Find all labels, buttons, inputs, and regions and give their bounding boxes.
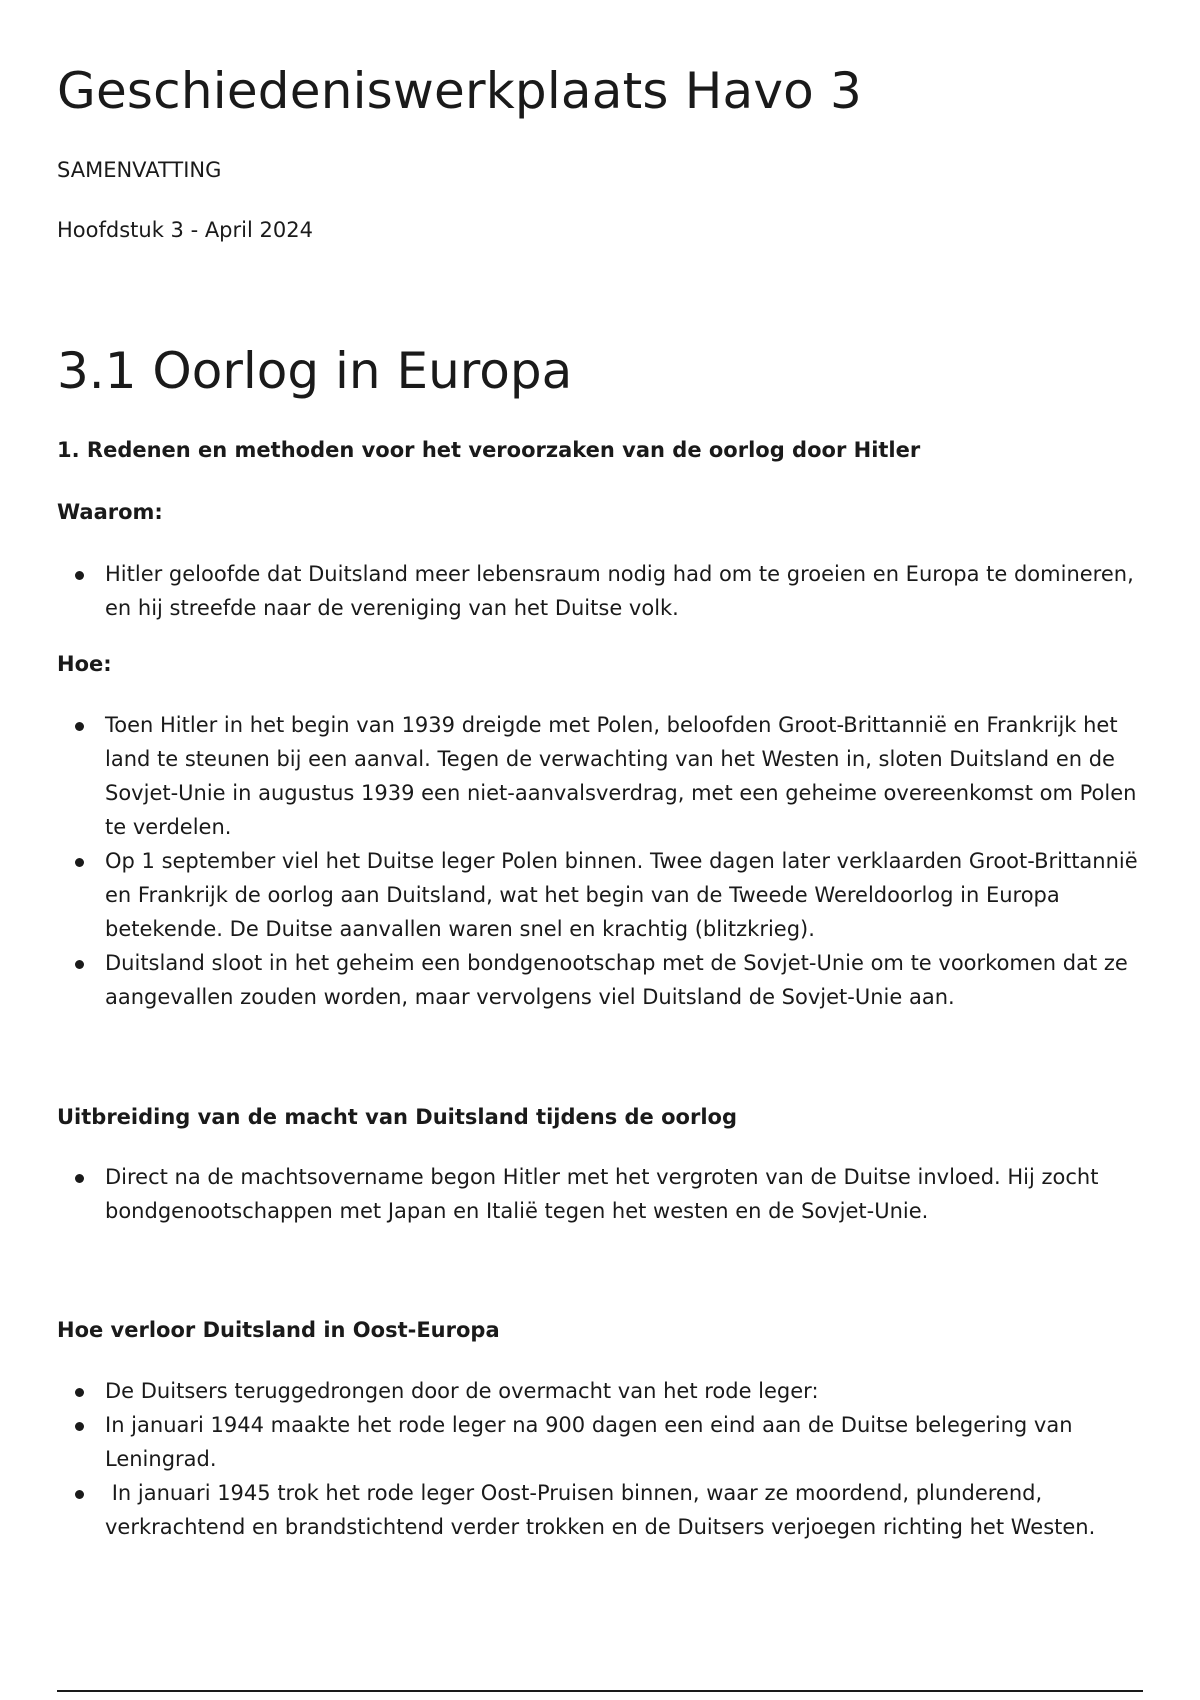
bullet-dot-icon	[75, 1422, 84, 1431]
chapter-date-line: Hoofdstuk 3 - April 2024	[57, 218, 313, 242]
list-item-text: Hitler geloofde dat Duitsland meer lebensraum nodig had om te groeien en Europa te domineren, en hij streefde naar de vereniging van het Duitse volk.	[105, 562, 1134, 620]
heading-reasons-methods: 1. Redenen en methoden voor het veroorzaken van de oorlog door Hitler	[57, 438, 921, 462]
heading-oost-europa: Hoe verloor Duitsland in Oost-Europa	[57, 1318, 500, 1342]
document-title: Geschiedeniswerkplaats Havo 3	[57, 62, 863, 120]
bullet-dot-icon	[75, 960, 84, 969]
waarom-list	[57, 557, 1143, 625]
list-item-text: Duitsland sloot in het geheim een bondgenootschap met de Sovjet-Unie om te voorkomen dat ze aangevallen zouden worden, maar vervolgens viel Duitsland de Sovjet-Unie aan.	[105, 951, 1128, 1009]
section-title: 3.1 Oorlog in Europa	[57, 342, 573, 400]
list-item	[57, 1476, 1143, 1544]
heading-uitbreiding: Uitbreiding van de macht van Duitsland tijdens de oorlog	[57, 1105, 737, 1129]
footer-divider	[57, 1690, 1143, 1692]
bullet-dot-icon	[75, 1490, 84, 1499]
hoe-list	[57, 708, 1143, 1014]
heading-waarom: Waarom:	[57, 500, 163, 524]
list-item	[57, 557, 1143, 625]
list-item	[57, 1160, 1143, 1228]
bullet-dot-icon	[75, 858, 84, 867]
bullet-dot-icon	[75, 1388, 84, 1397]
list-item-text: In januari 1945 trok het rode leger Oost-Pruisen binnen, waar ze moordend, plunderend, verkrachtend en brandstichtend verder trokken en de Duitsers verjoegen richting het Westen.	[105, 1481, 1096, 1539]
list-item-text: Toen Hitler in het begin van 1939 dreigde met Polen, beloofden Groot-Brittannië en Frankrijk het land te steunen bij een aanval. Tegen de verwachting van het Westen in, sloten Duitsland en de Sovjet-Unie in augustus 1939 een niet-aanvalsverdrag, met een geheime overeenkomst om Polen te verdelen.	[105, 713, 1137, 839]
uitbreiding-list	[57, 1160, 1143, 1228]
list-item-text: De Duitsers teruggedrongen door de overmacht van het rode leger:	[105, 1379, 819, 1403]
list-item	[57, 1408, 1143, 1476]
oost-europa-list	[57, 1374, 1143, 1544]
bullet-dot-icon	[75, 722, 84, 731]
list-item	[57, 1374, 1143, 1408]
bullet-dot-icon	[75, 1174, 84, 1183]
bullet-dot-icon	[75, 571, 84, 580]
list-item-text: Op 1 september viel het Duitse leger Polen binnen. Twee dagen later verklaarden Groot-Brittannië en Frankrijk de oorlog aan Duitsland, wat het begin van de Tweede Wereldoorlog in Europa betekende. De Duitse aanvallen waren snel en krachtig (blitzkrieg).	[105, 849, 1138, 941]
list-item	[57, 708, 1143, 844]
document-subtitle: SAMENVATTING	[57, 158, 222, 182]
list-item	[57, 946, 1143, 1014]
list-item-text: In januari 1944 maakte het rode leger na 900 dagen een eind aan de Duitse belegering van Leningrad.	[105, 1413, 1073, 1471]
list-item-text: Direct na de machtsovername begon Hitler met het vergroten van de Duitse invloed. Hij zocht bondgenootschappen met Japan en Italië tegen het westen en de Sovjet-Unie.	[105, 1165, 1099, 1223]
list-item	[57, 844, 1143, 946]
heading-hoe: Hoe:	[57, 652, 112, 676]
